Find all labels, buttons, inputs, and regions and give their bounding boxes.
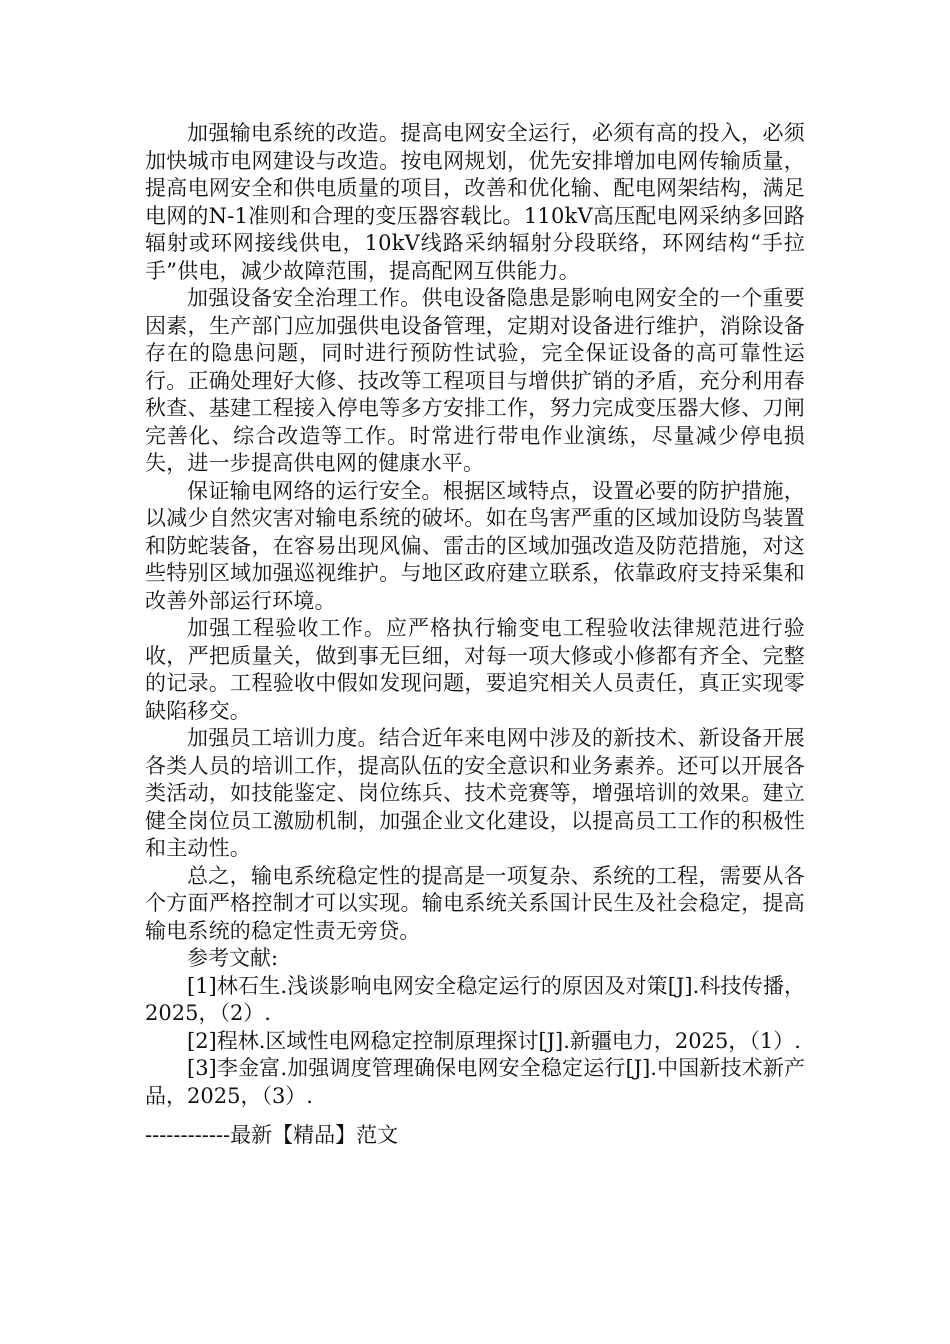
paragraph-conclusion: 总之，输电系统稳定性的提高是一项复杂、系统的工程，需要从各个方面严格控制才可以实现。输电系统关系国计民生及社会稳定，提高输电系统的稳定性责无旁贷。: [145, 863, 805, 943]
references-section: [145, 945, 805, 1110]
references-heading: 参考文献:: [187, 946, 279, 970]
paragraph-grid-upgrade: 加强输电系统的改造。提高电网安全运行，必须有高的投入，必须加快城市电网建设与改造。按电网规划，优先安排增加电网传输质量，提高电网安全和供电质量的项目，改善和优化输、配电网架结构，满足电网的N-1准则和合理的变压器容载比。110kV高压配电网采纳多回路辐射或环网接线供电，10kV线路采纳辐射分段联络，环网结构“手拉手”供电，减少故障范围，提高配网互供能力。: [145, 121, 805, 283]
reference-item: [1]林石生.浅谈影响电网安全稳定运行的原因及对策[J].科技传播，2025，（2）.: [145, 973, 805, 1025]
reference-item: [2]程林.区域性电网稳定控制原理探讨[J].新疆电力，2025，（1）.: [187, 1028, 801, 1053]
reference-item: [3]李金富.加强调度管理确保电网安全稳定运行[J].中国新技术新产品，2025，（3）.: [145, 1056, 805, 1108]
page-footer: ------------最新【精品】范文: [145, 1123, 399, 1147]
paragraph-training: 加强员工培训力度。结合近年来电网中涉及的新技术、新设备开展各类人员的培训工作，提高队伍的安全意识和业务素养。还可以开展各类活动，如技能鉴定、岗位练兵、技术竞赛等，增强培训的效果。建立健全岗位员工激励机制，加强企业文化建设，以提高员工工作的积极性和主动性。: [145, 726, 805, 860]
paragraph-network-safety: 保证输电网络的运行安全。根据区域特点，设置必要的防护措施，以减少自然灾害对输电系统的破坏。如在鸟害严重的区域加设防鸟装置和防蛇装备，在容易出现风偏、雷击的区域加强改造及防范措施，对这些特别区域加强巡视维护。与地区政府建立联系，依靠政府支持采集和改善外部运行环境。: [145, 478, 805, 613]
paragraph-acceptance: 加强工程验收工作。应严格执行输变电工程验收法律规范进行验收，严把质量关，做到事无巨细，对每一项大修或小修都有齐全、完整的记录。工程验收中假如发现问题，要追究相关人员责任，真正实现零缺陷移交。: [145, 616, 805, 723]
paragraph-equipment-safety: 加强设备安全治理工作。供电设备隐患是影响电网安全的一个重要因素，生产部门应加强供电设备管理，定期对设备进行维护，消除设备存在的隐患问题，同时进行预防性试验，完全保证设备的高可靠性运行。正确处理好大修、技改等工程项目与增供扩销的矛盾，充分利用春秋查、基建工程接入停电等多方安排工作，努力完成变压器大修、刀闸完善化、综合改造等工作。时常进行带电作业演练，尽量减少停电损失，进一步提高供电网的健康水平。: [145, 286, 805, 475]
document-body: [145, 120, 805, 1110]
